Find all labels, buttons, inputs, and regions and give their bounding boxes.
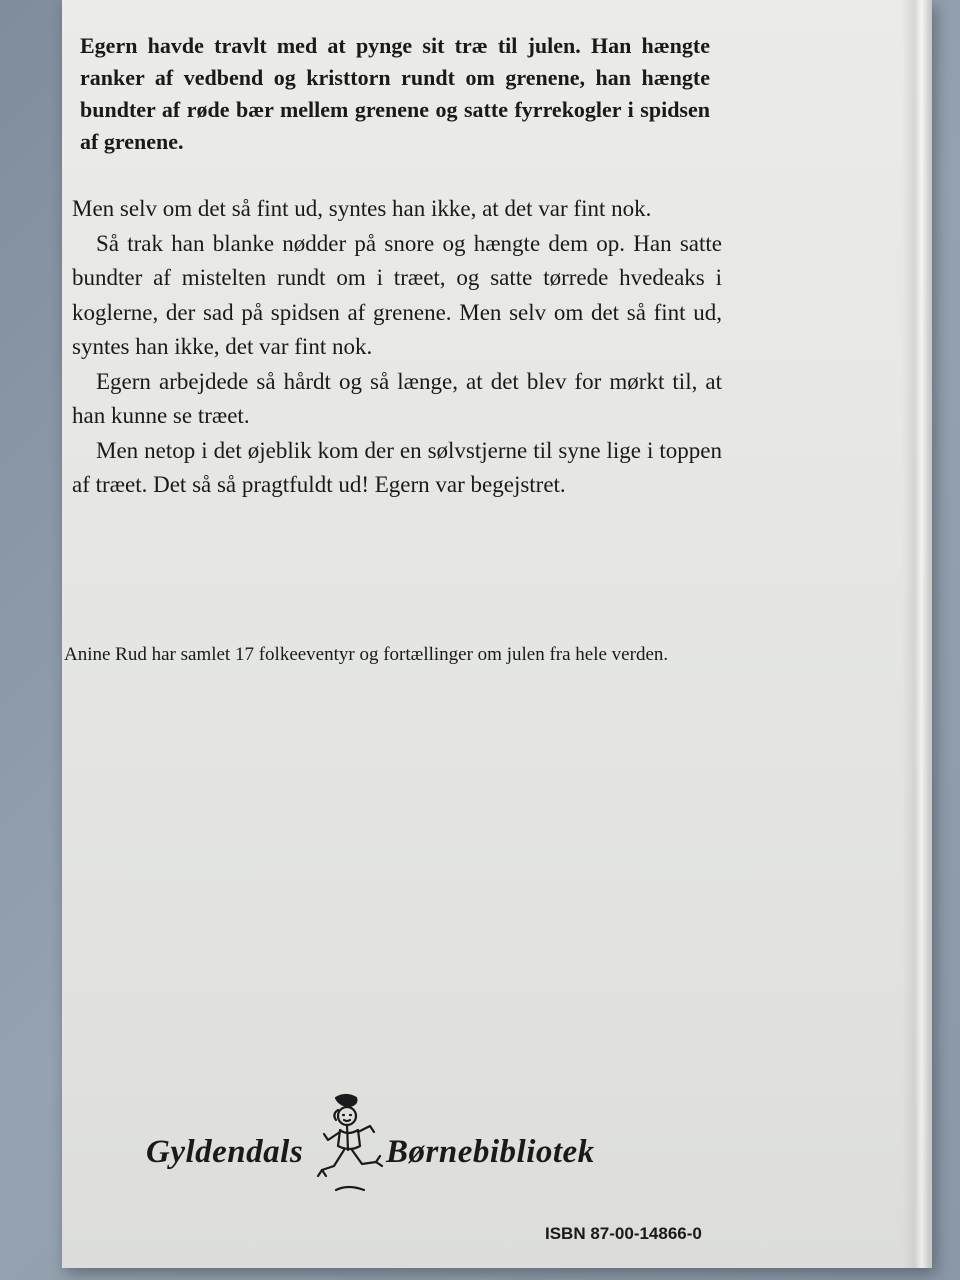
publisher-name-right: Børnebibliotek (386, 1134, 595, 1170)
collection-note: Anine Rud har samlet 17 folkeeventyr og fortællinger om julen fra hele verden. (64, 644, 669, 665)
spine-edge (902, 0, 930, 1268)
running-child-logo-icon (314, 1090, 384, 1198)
story-paragraph-1: Men selv om det så fint ud, syntes han ikke, at det var fint nok. (72, 196, 652, 221)
story-paragraph-3: Egern arbejdede så hårdt og så længe, at det blev for mørkt til, at han kunne se træet. (72, 368, 722, 428)
book-back-cover (62, 0, 932, 1268)
story-excerpt (72, 192, 722, 503)
isbn-number: ISBN 87-00-14866-0 (545, 1224, 702, 1243)
publisher-imprint (146, 1090, 746, 1200)
publisher-name-left: Gyldendals (146, 1134, 304, 1170)
blurb-text: Egern havde travlt med at pynge sit træ til julen. Han hængte ranker af vedbend og kristtorn rundt om grenene, han hængte bundter af røde bær mellem grenene og satte fyrrekogler i spidsen af grenene. (80, 33, 710, 154)
story-paragraph-4: Men netop i det øjeblik kom der en sølvstjerne til syne lige i toppen af træet. Det så så pragtfuldt ud! Egern var begejstret. (72, 437, 722, 497)
story-paragraph-2: Så trak han blanke nødder på snore og hængte dem op. Han satte bundter af mistelten rundt om i træet, og satte tørrede hvedeaks i koglerne, der sad på spidsen af grenene. Men selv om det så fint ud, syntes han ikke, det var fint nok. (72, 230, 722, 359)
